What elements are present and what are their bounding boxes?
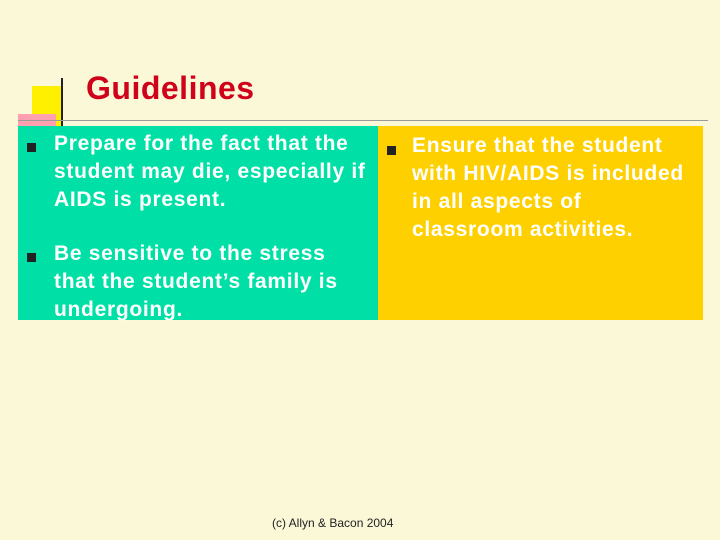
title-divider-line bbox=[18, 120, 708, 121]
left-bullet-1-text: Prepare for the fact that the student may die, especially if AIDS is present. bbox=[54, 132, 366, 211]
bullet-marker bbox=[387, 146, 396, 155]
right-bullet-1-text: Ensure that the student with HIV/AIDS is included in all aspects of classroom activities. bbox=[412, 134, 684, 241]
bullet-marker bbox=[27, 143, 36, 152]
copyright-footer: (c) Allyn & Bacon 2004 bbox=[272, 516, 394, 530]
slide-title: Guidelines bbox=[86, 70, 255, 106]
left-bullet-2-text: Be sensitive to the stress that the student’s family is undergoing. bbox=[54, 242, 338, 321]
bullet-marker bbox=[27, 253, 36, 262]
